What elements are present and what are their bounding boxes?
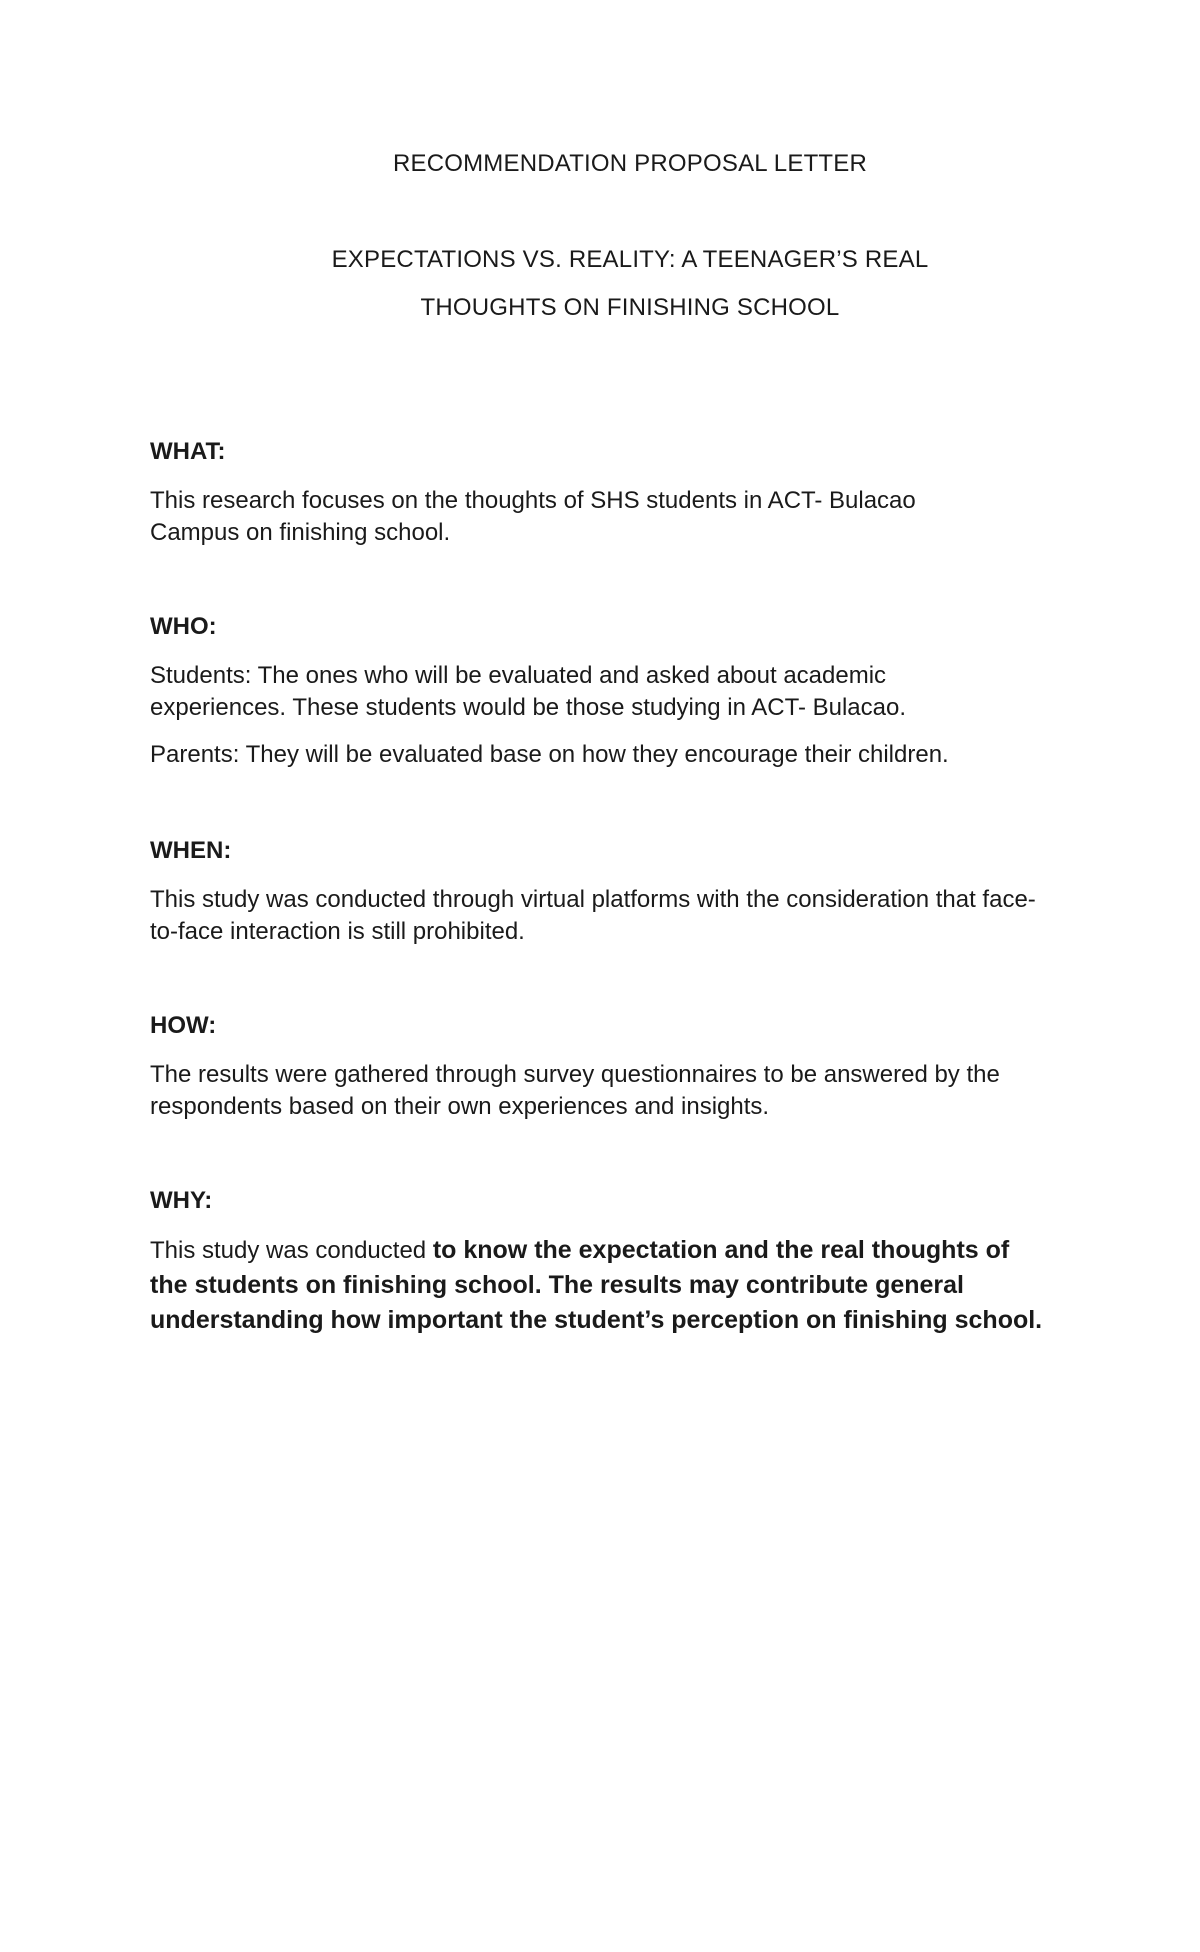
section-who-heading: WHO: xyxy=(150,613,217,640)
section-when-body xyxy=(150,884,1050,948)
section-who-parents-text: Parents: They will be evaluated base on how they encourage their children. xyxy=(150,741,949,768)
section-how-heading: HOW: xyxy=(150,1012,217,1039)
section-when-text: This study was conducted through virtual platforms with the consideration that face-to-face interaction is still prohibited. xyxy=(150,886,1036,945)
section-why xyxy=(150,1185,1050,1217)
section-who xyxy=(150,611,1050,643)
section-who-parents xyxy=(150,739,1050,771)
section-why-paragraph xyxy=(150,1233,1050,1338)
section-why-text-plain: This study was conducted xyxy=(150,1237,433,1264)
section-what-body xyxy=(150,485,980,549)
section-how xyxy=(150,1010,1050,1042)
section-who-students xyxy=(150,660,980,724)
section-what-text: This research focuses on the thoughts of SHS students in ACT- Bulacao Campus on finishing school. xyxy=(150,487,916,546)
section-how-body xyxy=(150,1059,1060,1123)
section-why-heading: WHY: xyxy=(150,1187,213,1214)
document-subtitle-line-2: THOUGHTS ON FINISHING SCHOOL xyxy=(420,294,840,321)
document-subtitle-line-1: EXPECTATIONS VS. REALITY: A TEENAGER’S REAL xyxy=(331,246,929,273)
section-how-text: The results were gathered through survey questionnaires to be answered by the respondents based on their own experiences and insights. xyxy=(150,1061,1000,1120)
section-who-students-text: Students: The ones who will be evaluated and asked about academic experiences. These students would be those studying in ACT- Bulacao. xyxy=(150,662,907,721)
document-title: RECOMMENDATION PROPOSAL LETTER xyxy=(392,150,868,177)
section-what-heading: WHAT: xyxy=(150,438,226,465)
section-when-heading: WHEN: xyxy=(150,837,232,864)
section-why-body xyxy=(150,1233,1050,1338)
section-when xyxy=(150,835,1050,867)
section-why-text-bold: to know the expectation and the real thoughts of the students on finishing school. The results may contribute general understanding how important the student’s perception on finishing school. xyxy=(150,1236,1043,1334)
section-what xyxy=(150,436,1050,468)
